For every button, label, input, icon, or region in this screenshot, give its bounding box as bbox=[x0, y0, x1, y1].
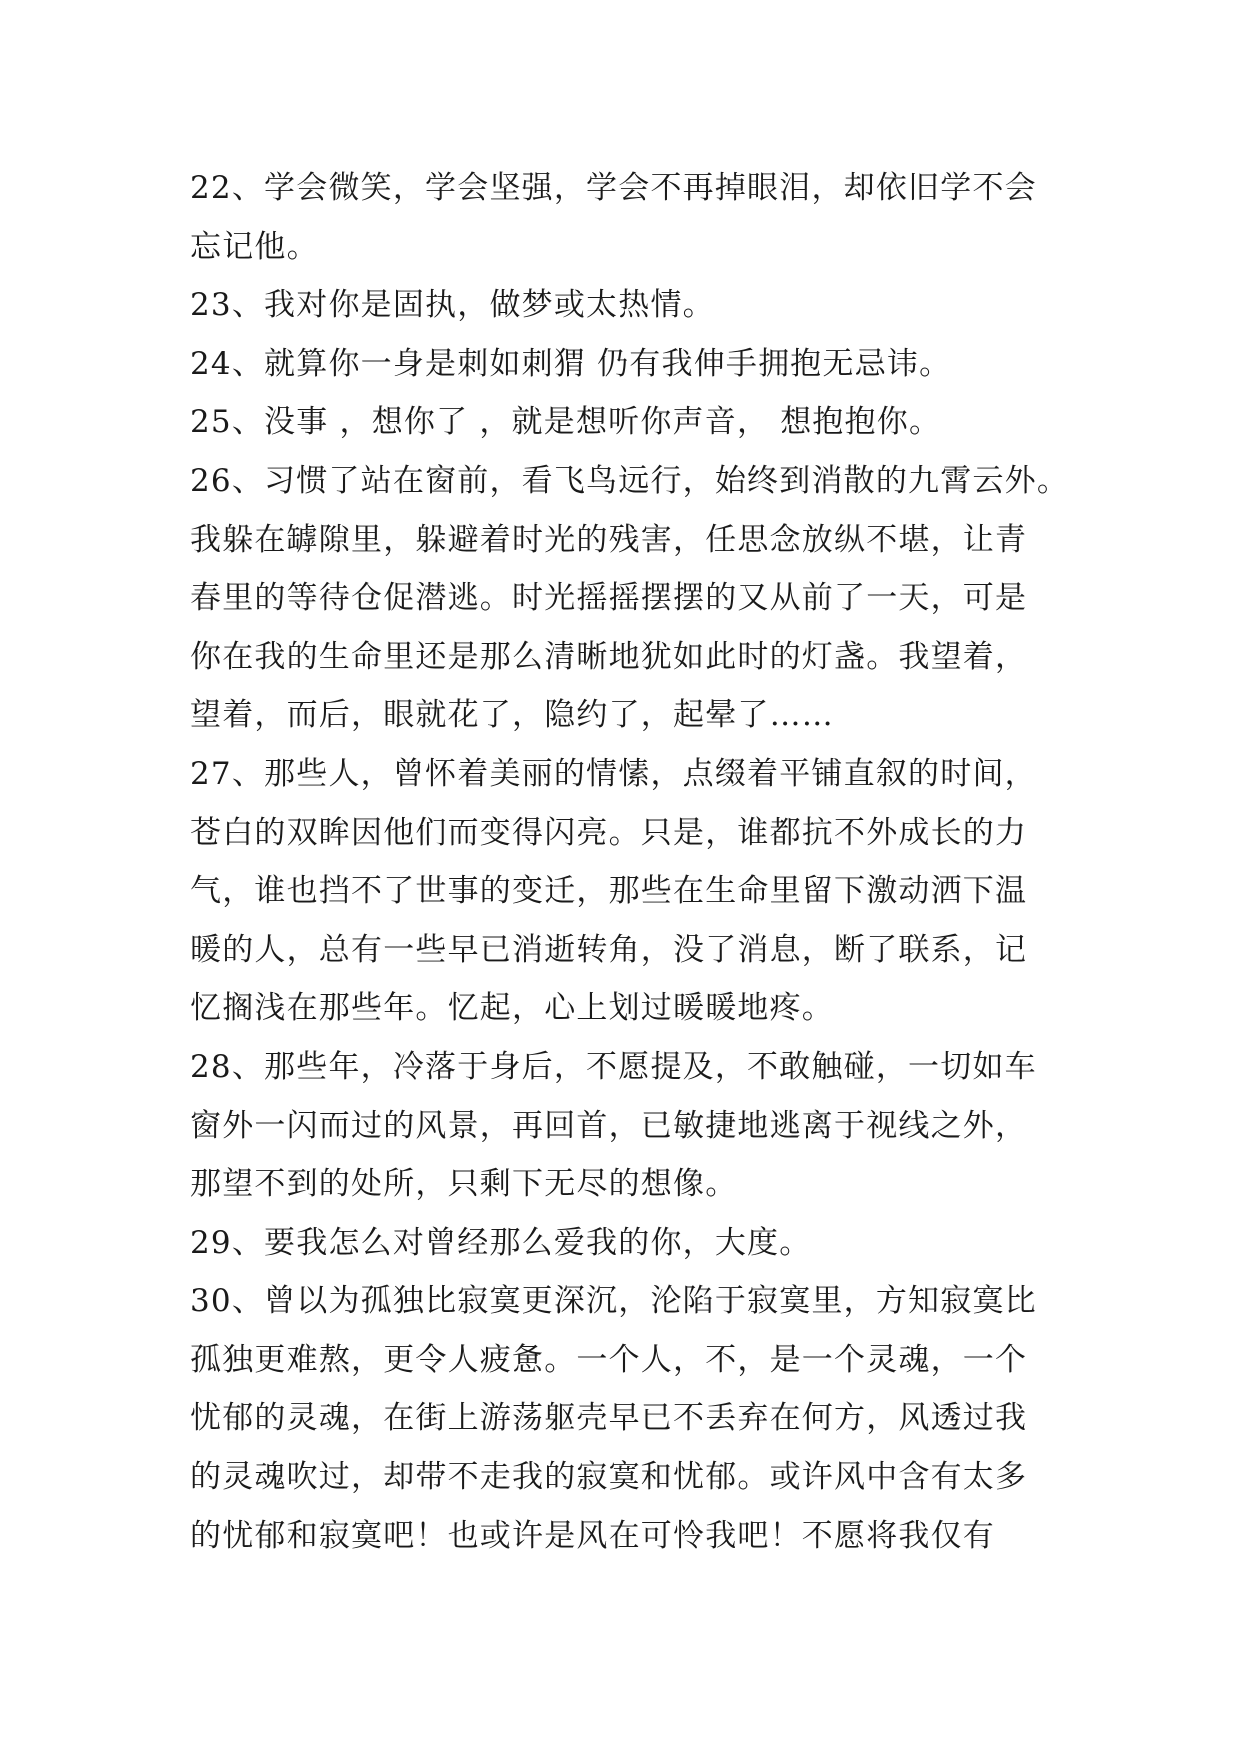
text-line: 窗外一闪而过的风景，再回首，已敏捷地逃离于视线之外， bbox=[190, 1107, 1028, 1144]
document-body bbox=[190, 159, 1070, 1565]
text-line: 22、学会微笑，学会坚强，学会不再掉眼泪，却依旧学不会 bbox=[190, 170, 1037, 206]
text-line: 忆搁浅在那些年。忆起，心上划过暖暖地疼。 bbox=[190, 990, 834, 1027]
text-line: 30、曾以为孤独比寂寞更深沉，沦陷于寂寞里，方知寂寞比 bbox=[190, 1283, 1037, 1320]
text-line: 暖的人，总有一些早已消逝转角，没了消息，断了联系，记 bbox=[190, 931, 1028, 968]
text-line: 我躲在罅隙里，躲避着时光的残害，任思念放纵不堪，让青 bbox=[190, 521, 1028, 558]
text-line: 26、习惯了站在窗前，看飞鸟远行，始终到消散的九霄云外。 bbox=[190, 462, 1070, 499]
text-line: 孤独更难熬，更令人疲惫。一个人，不，是一个灵魂，一个 bbox=[190, 1341, 1028, 1378]
text-line: 24、就算你一身是刺如刺猬 仍有我伸手拥抱无忌讳。 bbox=[190, 345, 952, 382]
text-line: 的灵魂吹过，却带不走我的寂寞和忧郁。或许风中含有太多 bbox=[190, 1459, 1028, 1496]
text-line: 望着，而后，眼就花了，隐约了，起晕了…… bbox=[190, 697, 834, 734]
text-line: 的忧郁和寂寞吧！也或许是风在可怜我吧！不愿将我仅有 bbox=[190, 1517, 995, 1554]
text-line: 春里的等待仓促潜逃。时光摇摇摆摆的又从前了一天，可是 bbox=[190, 580, 1028, 617]
text-line: 气，谁也挡不了世事的变迁，那些在生命里留下激动洒下温 bbox=[190, 873, 1028, 910]
text-line: 那望不到的处所，只剩下无尽的想像。 bbox=[190, 1166, 738, 1203]
text-line: 25、没事 ，想你了 ，就是想听你声音， 想抱抱你。 bbox=[190, 404, 942, 441]
text-line: 忧郁的灵魂，在街上游荡躯壳早已不丢弃在何方，风透过我 bbox=[190, 1400, 1028, 1437]
text-line: 23、我对你是固执，做梦或太热情。 bbox=[190, 287, 715, 324]
text-line: 29、要我怎么对曾经那么爱我的你，大度。 bbox=[190, 1224, 812, 1261]
text-line: 27、那些人，曾怀着美丽的情愫，点缀着平铺直叙的时间， bbox=[190, 755, 1037, 792]
text-line: 苍白的双眸因他们而变得闪亮。只是，谁都抗不外成长的力 bbox=[190, 814, 1028, 851]
text-line: 忘记他。 bbox=[190, 228, 319, 265]
text-line: 你在我的生命里还是那么清晰地犹如此时的灯盏。我望着， bbox=[190, 638, 1028, 675]
text-line: 28、那些年，冷落于身后，不愿提及，不敢触碰，一切如车 bbox=[190, 1048, 1037, 1085]
